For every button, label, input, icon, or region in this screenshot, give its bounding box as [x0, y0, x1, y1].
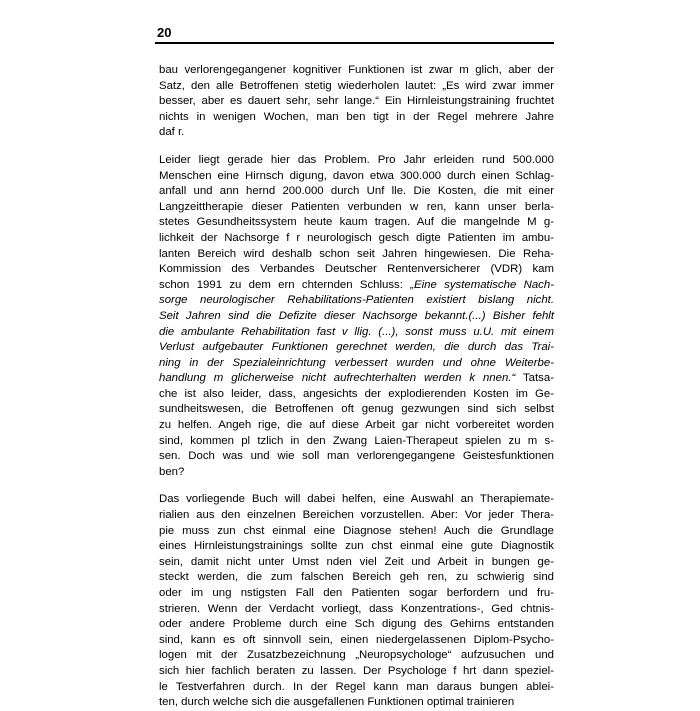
quote-run: handlung m glicherweise nicht aufrechterhalten werden k nnen.“ — [159, 372, 516, 385]
text-line: pie muss zun chst einmal eine Diagnose stehen! Auch die Grundlage — [159, 524, 554, 537]
header-rule — [155, 42, 554, 44]
text-line: ten, durch welche sich die ausgefallenen Funktionen optimal trainieren — [159, 696, 515, 709]
paragraph — [159, 492, 554, 710]
text-line: Kommission des Verbandes Deutscher Rentenversicherer (VDR) kam — [159, 263, 554, 276]
text-line: sorge neurologischer Rehabilitations-Patienten existiert bislang nicht. — [159, 294, 554, 307]
text-line — [159, 371, 554, 387]
text-line: oder im ung nstigsten Fall den Patienten sogar berfordern und fru- — [159, 587, 554, 599]
text-line: ben? — [159, 465, 185, 478]
text-run: Tatsa- — [515, 372, 554, 385]
text-line: ning in der Spezialeinrichtung verbessert wurden und ohne Weiterbe- — [159, 356, 554, 369]
text-line: che ist also leider, dass, angesichts der explodierenden Kosten im Ge- — [159, 387, 554, 400]
page-number: 20 — [157, 25, 172, 40]
text-line: sind, kommen pl tzlich in den Zwang Laien-Therapeut spielen zu m s- — [159, 434, 554, 447]
text-line: lanten Bereich wird deshalb schon seit Jahren hingewiesen. Die Reha- — [159, 247, 554, 260]
text-line: sind, kann es oft sinnvoll sein, einen niedergelassenen Diplom-Psycho- — [159, 633, 554, 646]
text-line: Satz, den alle Betroffenen stetig wiederholen lautet: „Es wird zwar immer — [159, 79, 554, 92]
text-line: die ambulante Rehabilitation fast v llig. (...), sonst muss u.U. mit einem — [159, 325, 554, 338]
text-line — [159, 278, 554, 294]
text-line: sundheitswesen, die Betroffenen oft genug gezwungen sind sich selbst — [159, 403, 554, 416]
text-line: sich hier fachlich beraten zu lassen. Der Psychologe f hrt dann speziel- — [159, 664, 554, 677]
text-line: eines Hirnleistungstrainings sollte zun chst einmal eine gute Diagnostik — [159, 540, 554, 553]
text-line: stetes Gesundheitssystem heute kaum tragen. Auf die mangelnde M g- — [159, 216, 554, 229]
paragraph — [159, 153, 554, 480]
paragraph — [159, 63, 554, 141]
paragraph-gap — [159, 141, 554, 153]
paragraph-gap — [159, 480, 554, 492]
text-line: Leider liegt gerade hier das Problem. Pro Jahr erleiden rund 500.000 — [159, 153, 554, 166]
text-line: bau verlorengegangener kognitiver Funktionen ist zwar m glich, aber der — [159, 64, 554, 76]
text-line: Das vorliegende Buch will dabei helfen, eine Auswahl an Therapiemate- — [159, 493, 554, 506]
text-line: Menschen eine Hirnsch digung, davon etwa 300.000 durch einen Schlag- — [159, 169, 554, 182]
text-line: strieren. Wenn der Verdacht vorliegt, dass Konzentrations-, Ged chtnis- — [159, 602, 554, 615]
text-run: schon 1991 zu dem ern chternden Schluss: — [159, 278, 411, 291]
quote-run: „Eine systematische Nach- — [410, 278, 554, 291]
text-line: Seit Jahren sind die Defizite dieser Nachsorge bekannt.(...) Bisher fehlt — [159, 309, 554, 322]
text-line: rialien aus den einzelnen Bereichen vorzustellen. Aber: Vor jeder Thera- — [159, 509, 554, 522]
text-line: zu helfen. Angeh rige, die auf diese Arbeit gar nicht vorbereitet worden — [159, 419, 554, 432]
text-line: nichts in wenigen Wochen, man ben tigt in der Regel mehrere Jahre — [159, 110, 554, 123]
text-line: Verlust aufgebauter Funktionen gerechnet werden, die durch das Trai- — [159, 341, 554, 354]
text-line: steckt werden, die zum falschen Bereich geh ren, zu schwierig sind — [159, 571, 554, 584]
text-line: logen mit der Zusatzbezeichnung „Neuropsychologe“ aufzusuchen und — [159, 649, 554, 662]
text-line: Langzeittherapie dieser Patienten verbunden w ren, kann unser berla- — [159, 200, 554, 213]
text-line: anfall und ann hernd 200.000 durch Unf lle. Die Kosten, die mit einer — [159, 185, 554, 198]
text-line: besser, aber es dauert sehr, sehr lange.“ Ein Hirnleistungstraining fruchtet — [159, 95, 554, 108]
text-line: sen. Doch was und wie soll man verlorengegangene Geistesfunktionen — [159, 450, 554, 463]
body-text — [159, 63, 554, 711]
text-line: daf r. — [159, 126, 185, 139]
text-line: lichkeit der Nachsorge f r neurologisch gesch digte Patienten im ambu- — [159, 231, 554, 244]
text-line: sein, damit nicht unter Umst nden viel Zeit und Arbeit in bungen ge- — [159, 555, 554, 568]
text-line: le Testverfahren durch. In der Regel kann man daraus bungen ablei- — [159, 680, 554, 693]
text-line: oder andere Probleme durch eine Sch digung des Gehirns entstanden — [159, 618, 554, 631]
